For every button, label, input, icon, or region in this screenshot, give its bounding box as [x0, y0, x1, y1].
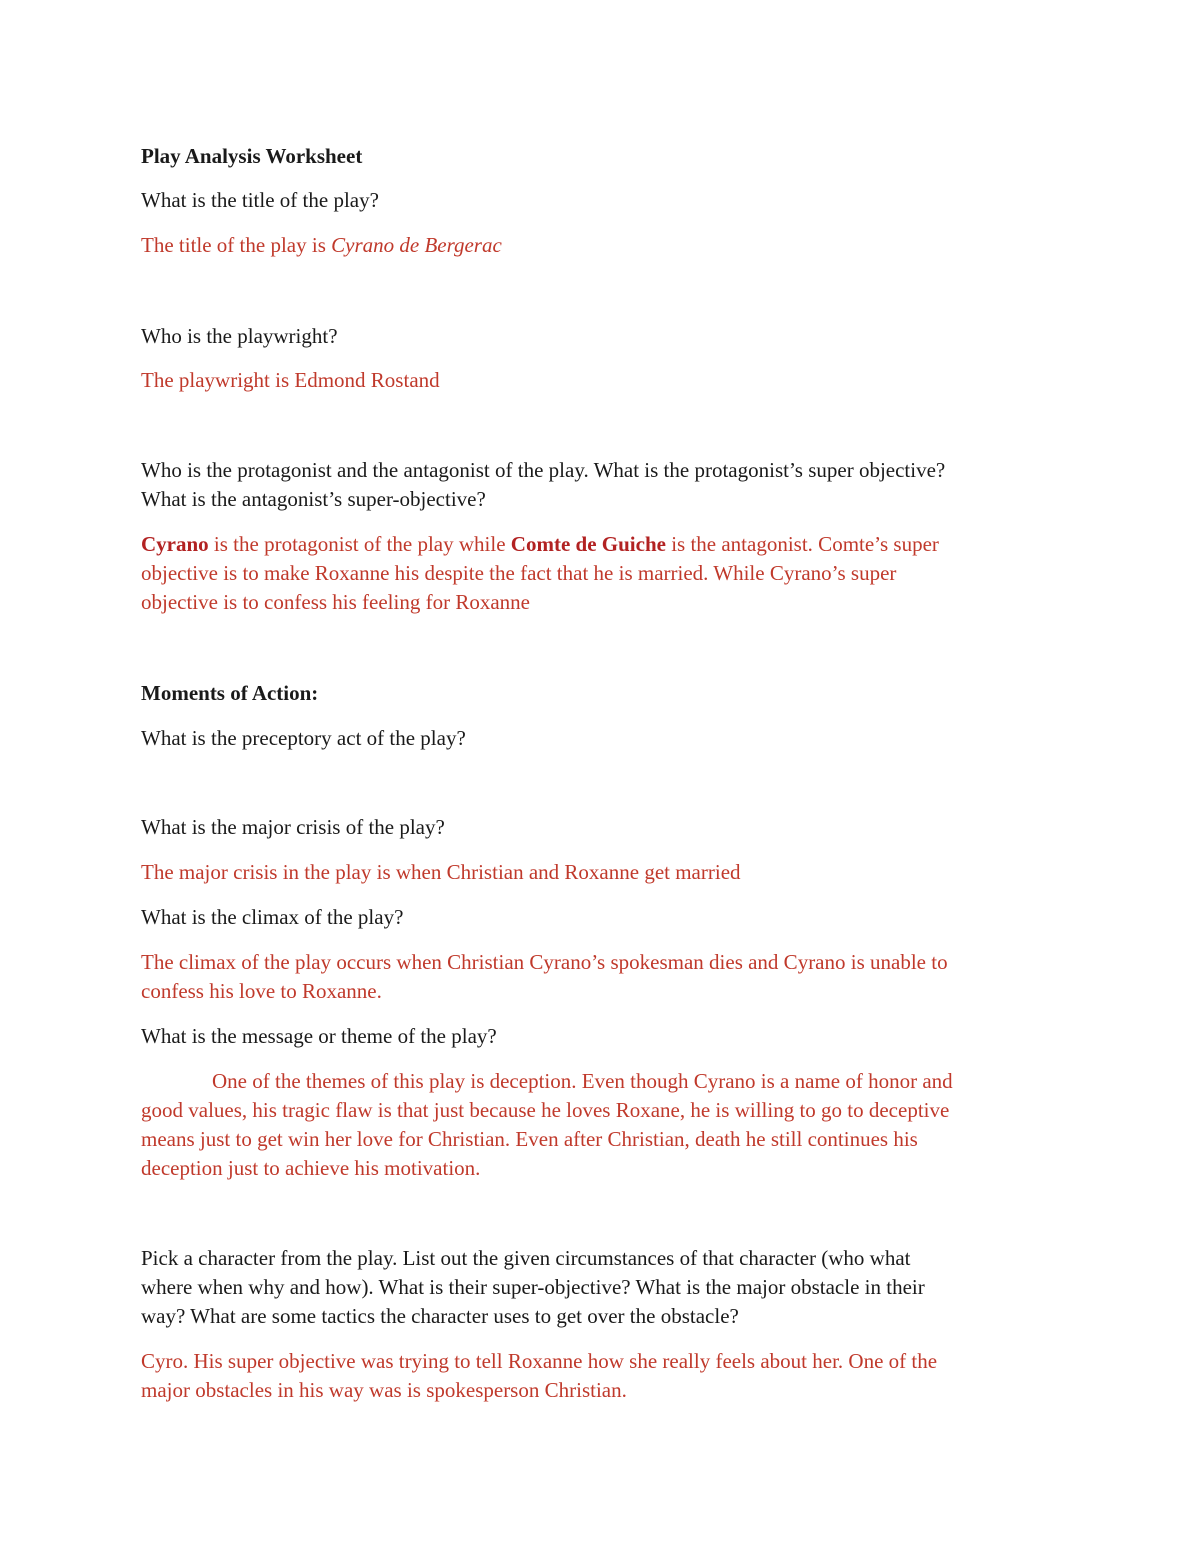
answer-character-line-1: Cyro. His super objective was trying to tell Roxanne how she really feels about her. One of the	[141, 1349, 938, 1373]
question-protagonist-line-2: What is the antagonist’s super-objective?	[141, 487, 486, 511]
question-character-line-3: way? What are some tactics the character uses to get over the obstacle?	[141, 1304, 739, 1328]
question-character-line-1: Pick a character from the play. List out the given circumstances of that character (who what	[141, 1246, 911, 1270]
answer-title-play-name: Cyrano de Bergerac	[331, 233, 502, 257]
answer-protagonist-name: Cyrano	[141, 532, 209, 556]
question-climax: What is the climax of the play?	[141, 905, 404, 929]
worksheet-title: Play Analysis Worksheet	[141, 144, 363, 168]
answer-antagonist-name: Comte de Guiche	[510, 532, 666, 556]
answer-climax-line-2: confess his love to Roxanne.	[141, 979, 382, 1003]
moments-heading: Moments of Action:	[141, 681, 319, 705]
question-protagonist-line-1: Who is the protagonist and the antagonist of the play. What is the protagonist’s super objective?	[141, 458, 946, 482]
answer-theme-line-3: means just to get win her love for Christian. Even after Christian, death he still continues his	[141, 1127, 918, 1151]
answer-protagonist-mid: is the protagonist of the play while	[208, 532, 511, 556]
answer-protagonist-line-2: objective is to make Roxanne his despite the fact that he is married. While Cyrano’s super	[141, 561, 897, 585]
answer-protagonist-end: is the antagonist. Comte’s super	[665, 532, 939, 556]
question-crisis: What is the major crisis of the play?	[141, 815, 445, 839]
question-title: What is the title of the play?	[141, 188, 379, 212]
answer-protagonist-line-1	[141, 530, 939, 559]
answer-theme-line-2: good values, his tragic flaw is that just because he loves Roxane, he is willing to go to deceptive	[141, 1098, 950, 1122]
question-theme: What is the message or theme of the play?	[141, 1024, 497, 1048]
answer-protagonist-line-3: objective is to confess his feeling for Roxanne	[141, 590, 530, 614]
question-character-line-2: where when why and how). What is their super-objective? What is the major obstacle in their	[141, 1275, 925, 1299]
answer-crisis: The major crisis in the play is when Christian and Roxanne get married	[141, 860, 741, 884]
answer-theme-line-1: One of the themes of this play is deception. Even though Cyrano is a name of honor and	[212, 1069, 953, 1093]
answer-playwright: The playwright is Edmond Rostand	[141, 368, 440, 392]
question-playwright: Who is the playwright?	[141, 324, 338, 348]
answer-theme-line-4: deception just to achieve his motivation.	[141, 1156, 481, 1180]
answer-climax-line-1: The climax of the play occurs when Christian Cyrano’s spokesman dies and Cyrano is unable to	[141, 950, 948, 974]
question-preceptory: What is the preceptory act of the play?	[141, 726, 466, 750]
answer-title	[141, 231, 502, 260]
answer-character-line-2: major obstacles in his way was is spokesperson Christian.	[141, 1378, 627, 1402]
answer-title-prefix: The title of the play is	[141, 233, 332, 257]
